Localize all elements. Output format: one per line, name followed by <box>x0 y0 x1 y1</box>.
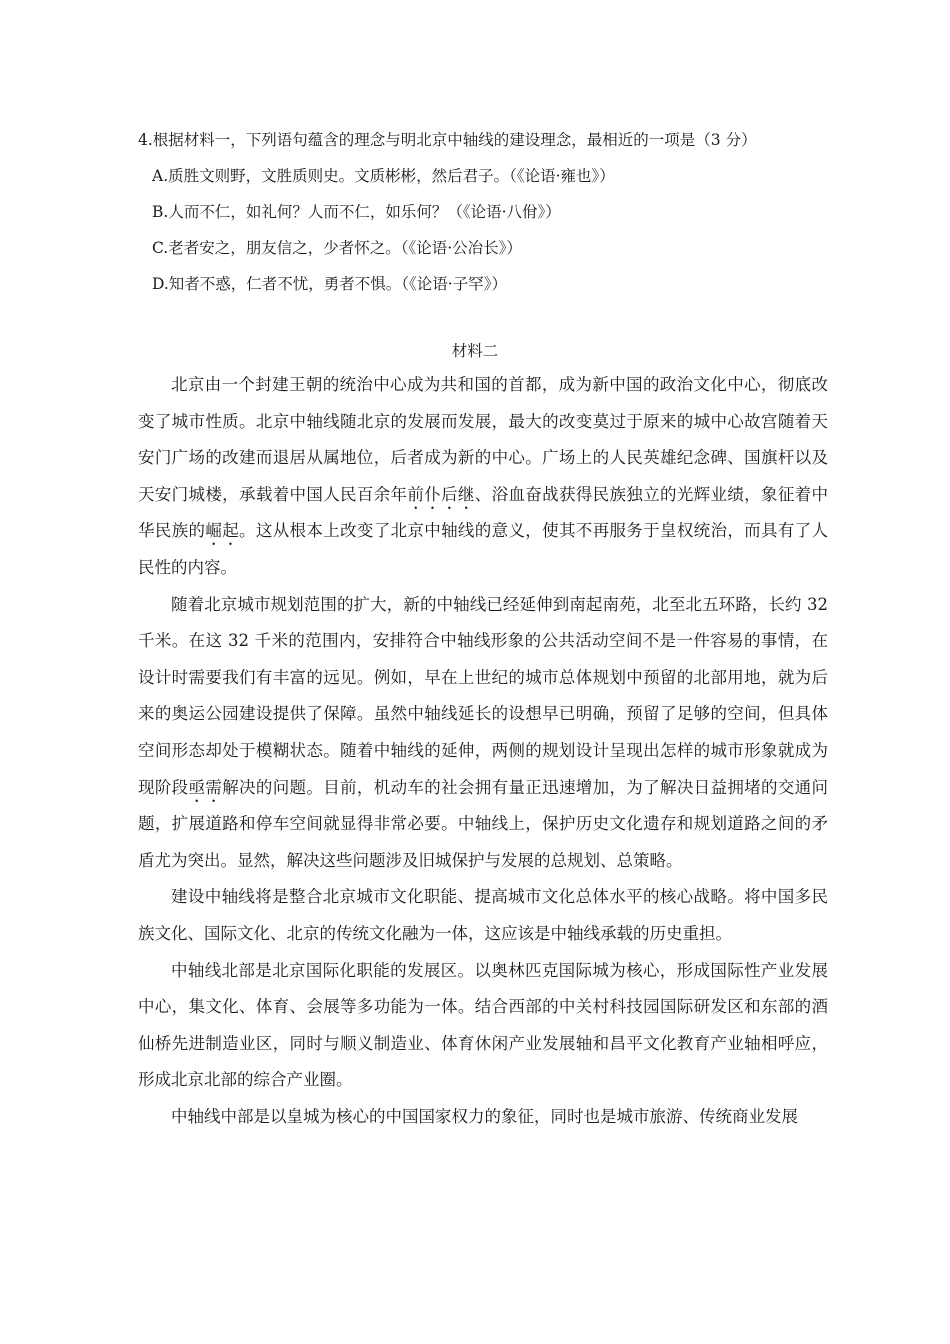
paragraph-1-text-a: 北京由一个封建王朝的统治中心成为共和国的首都，成为新中国的政治文化中心，彻底改变了城市性质。北京中轴线随北京的发展而发展，最大的改变莫过于原来的城中心故宫随着天安门广场的改建而退居从属地位，后者成为新的中心。广场上的人民英雄纪念碑、国旗杆以及天安门城楼，承载着中国人民百余年 <box>138 375 828 504</box>
paragraph-1-text-e: 。这从根本上改变了北京中轴线的意义，使其不再服务于皇权统治，而具有了人民性的内容。 <box>138 521 829 577</box>
option-c: C.老者安之，朋友信之，少者怀之。（《论语·公冶长》） <box>152 239 522 257</box>
paragraph-2-text-a: 随着北京城市规划范围的扩大，新的中轴线已经延伸到南起南苑，北至北五环路，长约 32 千米。在这 32 千米的范围内，安排符合中轴线形象的公共活动空间不是一件容易的事情，在设计时需要我们有丰富的远见。例如，早在上世纪的城市总体规划中预留的北部用地，就为后来的奥运公园建设提供了保障。虽然中轴线延长的设想早已明确，预留了足够的空间，但具体空间形态却处于模糊状态。随着中轴线的延伸，两侧的规划设计呈现出怎样的城市形象就成为现阶段 <box>138 594 828 797</box>
material-body <box>138 367 828 1135</box>
paragraph-1-text-c: 、浴血奋战获得民族独立的光辉业绩，象征着中华民族的 <box>138 484 829 541</box>
emphasized-word: 崛起 <box>205 521 240 541</box>
question-stem: 4.根据材料一，下列语句蕴含的理念与明北京中轴线的建设理念，最相近的一项是（3 分） <box>138 131 757 149</box>
paragraph-2 <box>138 587 828 880</box>
emphasized-word: 亟需 <box>188 777 223 797</box>
paragraph-5: 中轴线中部是以皇城为核心的中国国家权力的象征，同时也是城市旅游、传统商业发展 <box>171 1106 798 1126</box>
option-d: D.知者不惑，仁者不忧，勇者不惧。（《论语·子罕》） <box>152 275 507 293</box>
option-b: B.人而不仁，如礼何？人而不仁，如乐何？（《论语·八佾》） <box>152 203 561 221</box>
emphasized-word: 前仆后继 <box>407 484 475 504</box>
paragraph-2-text-c: 解决的问题。目前，机动车的社会拥有量正迅速增加，为了解决日益拥堵的交通问题，扩展道路和停车空间就显得非常必要。中轴线上，保护历史文化遗存和规划道路之间的矛盾尤为突出。显然，解决这些问题涉及旧城保护与发展的总规划、总策略。 <box>138 777 829 870</box>
paragraph-1 <box>138 367 828 587</box>
option-a: A.质胜文则野，文胜质则史。文质彬彬，然后君子。（《论语·雍也》） <box>152 167 615 185</box>
section-title: 材料二 <box>451 342 499 360</box>
question-4 <box>138 122 838 302</box>
paragraph-3: 建设中轴线将是整合北京城市文化职能、提高城市文化总体水平的核心战略。将中国多民族文化、国际文化、北京的传统文化融为一体，这应该是中轴线承载的历史重担。 <box>138 887 828 943</box>
paragraph-4: 中轴线北部是北京国际化职能的发展区。以奥林匹克国际城为核心，形成国际性产业发展中心，集文化、体育、会展等多功能为一体。结合西部的中关村科技园国际研发区和东部的酒仙桥先进制造业区，同时与顺义制造业、体育休闲产业发展轴和昌平文化教育产业轴相呼应，形成北京北部的综合产业圈。 <box>138 960 828 1090</box>
